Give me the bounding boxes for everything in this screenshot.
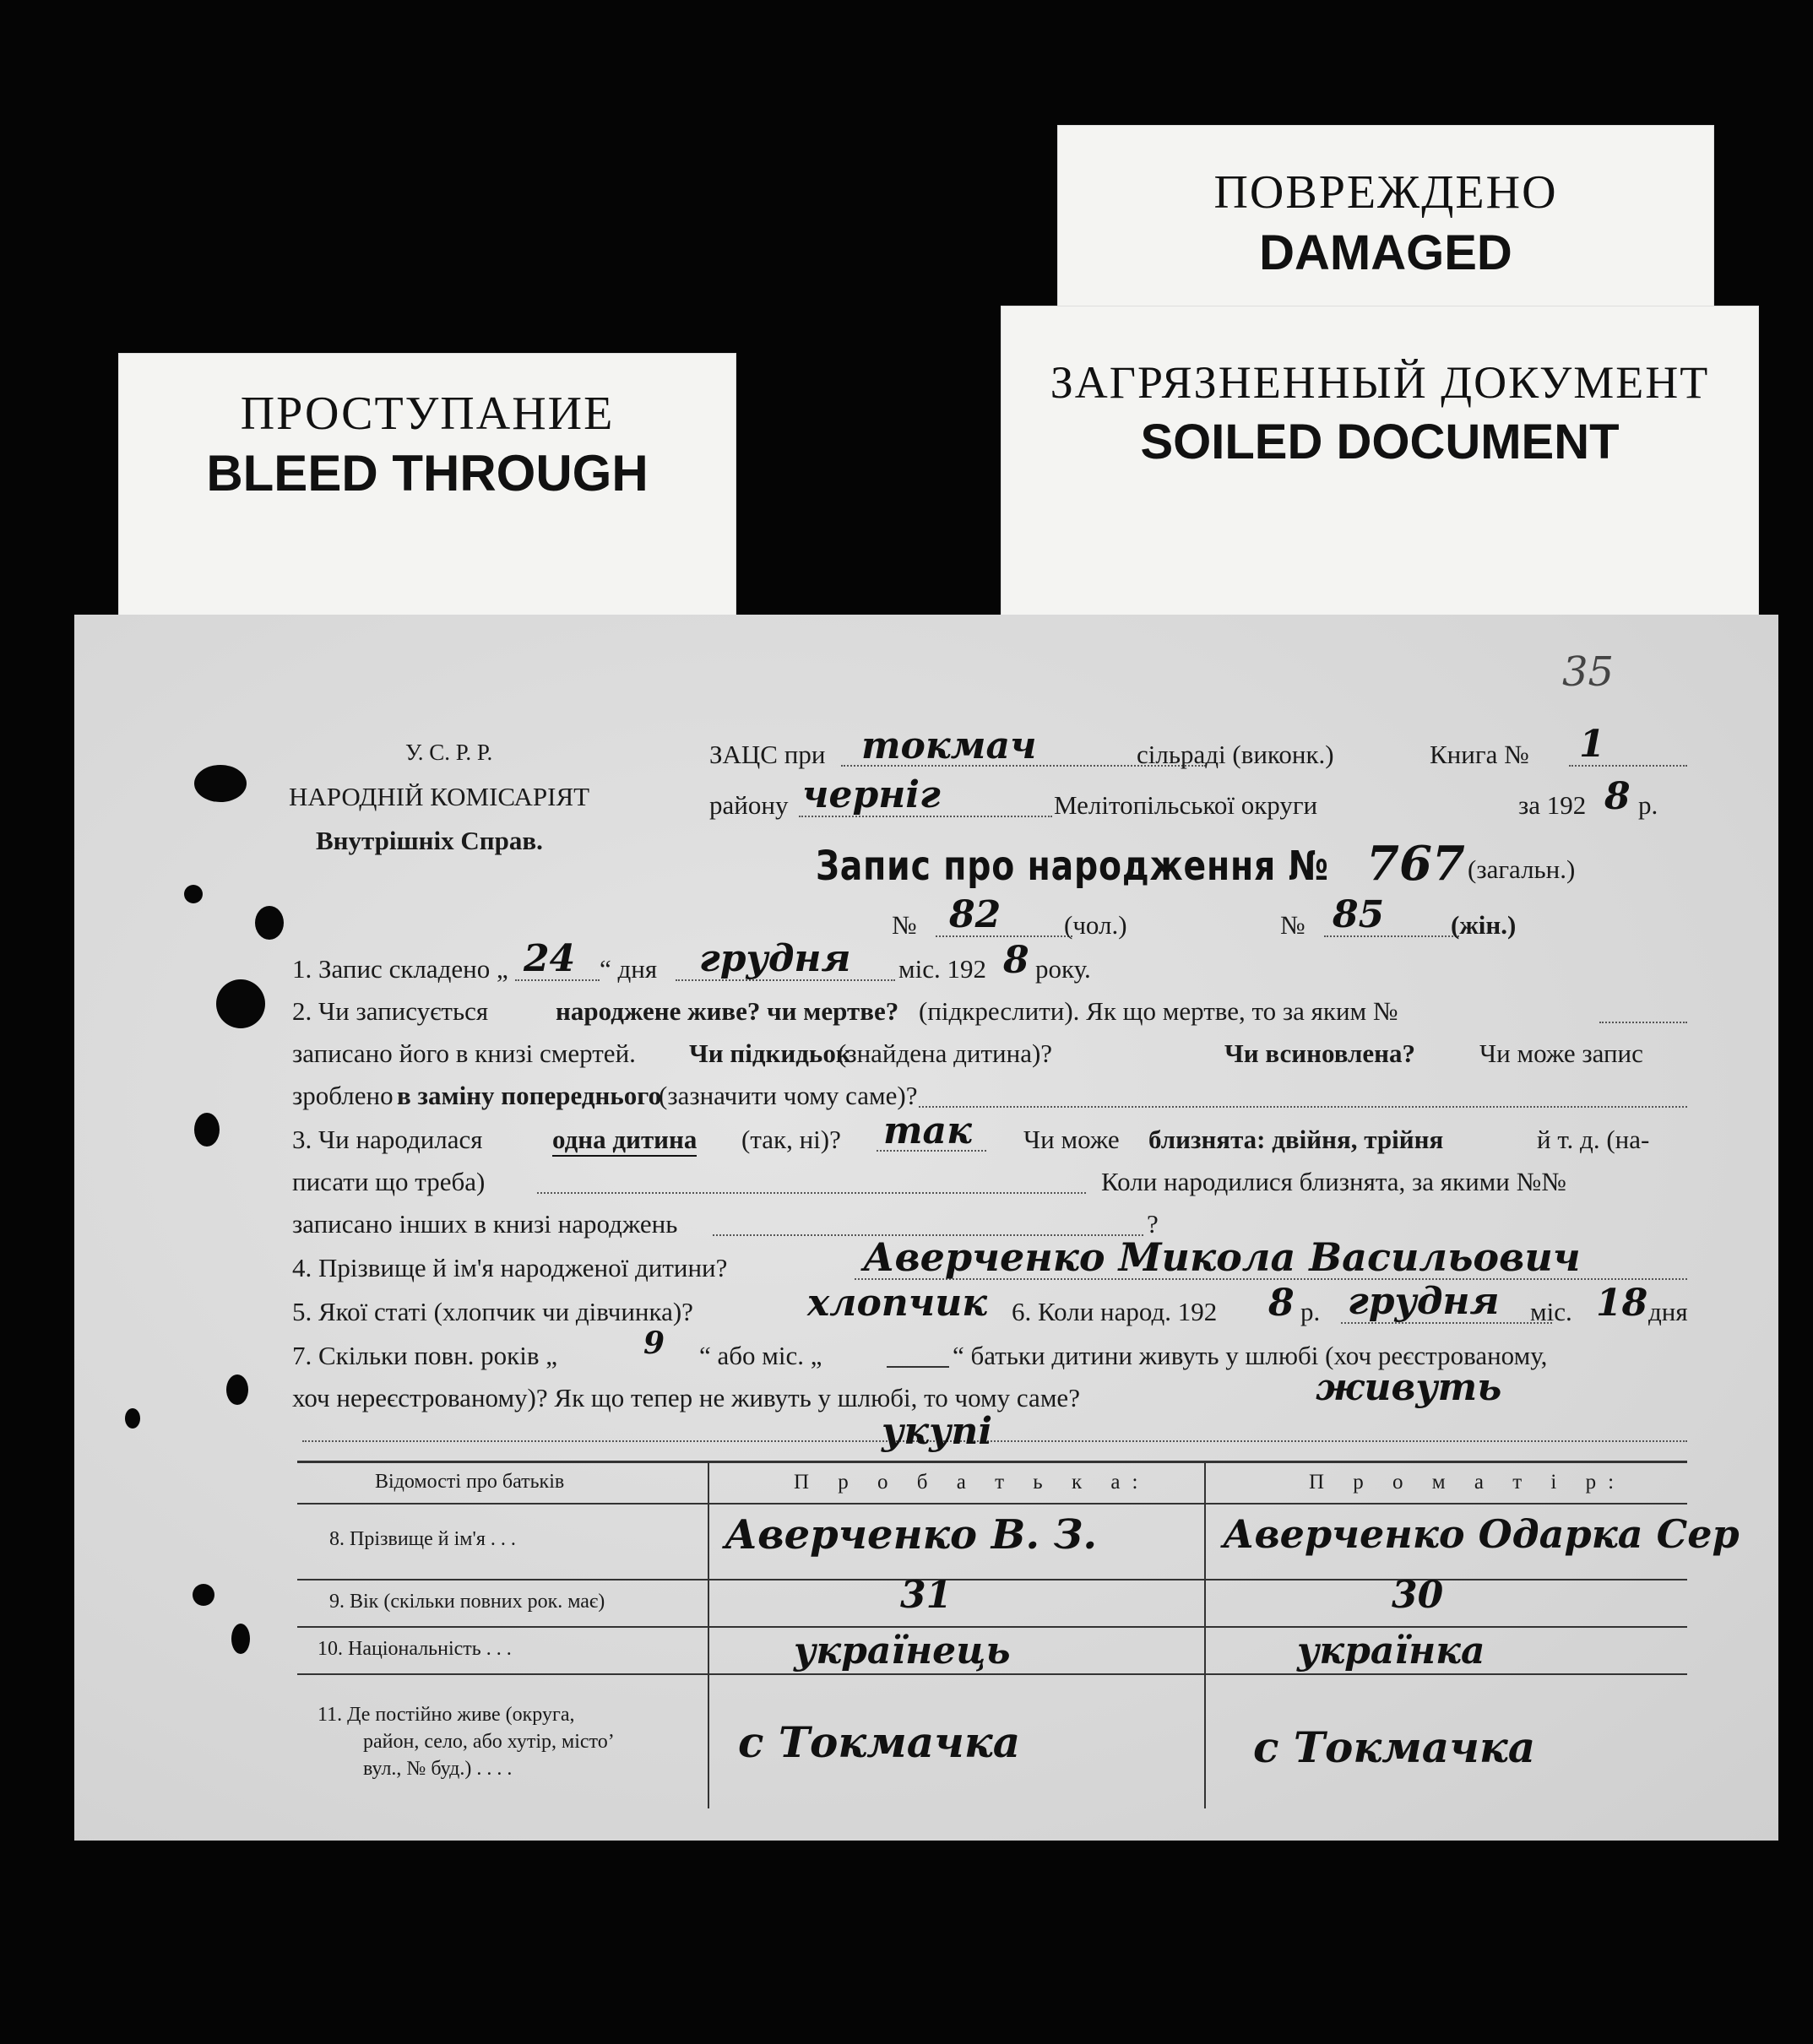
female-number-label: № xyxy=(1280,910,1305,940)
row-label-residence-3: вул., № буд.) . . . . xyxy=(363,1758,513,1780)
book-value: 1 xyxy=(1579,723,1605,766)
year-digit: 8 xyxy=(1604,775,1631,818)
row-label-age: 9. Вік (скільки повних рок. має) xyxy=(329,1591,605,1613)
punch-hole xyxy=(125,1408,140,1429)
father-name: Аверченко В. З. xyxy=(725,1511,1098,1559)
table-header-mother: П р о м а т і р: xyxy=(1309,1471,1626,1494)
bleed-through-label xyxy=(118,353,736,623)
female-number: 85 xyxy=(1333,893,1385,936)
item7-line2: хоч нереєстрованому)? Як що тепер не живуть у шлюбі, то чому саме? xyxy=(292,1383,1080,1412)
item1-text: 1. Запис складено „ xyxy=(292,954,508,984)
item3-text-c: (так, ні)? xyxy=(741,1125,841,1154)
item6-text-c: р. xyxy=(1300,1297,1321,1326)
male-number: 82 xyxy=(949,893,1001,936)
item6-text-d: міс. xyxy=(1530,1297,1572,1326)
item7-text-c: “ батьки дитини живуть у шлюбі (хоч реєстрованому, xyxy=(953,1341,1548,1370)
birth-record-sheet xyxy=(74,615,1778,1841)
item1-text-c: міс. 192 xyxy=(898,954,986,984)
item2-foundling: Чи підкидьок xyxy=(689,1038,851,1068)
father-residence: с Токмачка xyxy=(738,1717,1021,1767)
item2-bold: народжене живе? чи мертве? xyxy=(556,996,899,1026)
village-council-label: сільраді (виконк.) xyxy=(1137,740,1334,769)
item5-text: 5. Якої статі (хлопчик чи дівчинка)? xyxy=(292,1297,693,1326)
table-top-border xyxy=(297,1461,1687,1463)
mother-nationality: українка xyxy=(1297,1629,1485,1673)
birth-day: 18 xyxy=(1596,1282,1648,1325)
table-row-border xyxy=(297,1626,1687,1628)
soiled-document-label xyxy=(1001,306,1759,618)
item3-twins: близнята: двійня, трійня xyxy=(1148,1125,1444,1154)
birth-year-digit: 8 xyxy=(1268,1282,1295,1325)
mother-name: Аверченко Одарка Сер xyxy=(1223,1511,1740,1557)
item3-answer: так xyxy=(883,1109,972,1152)
item2-adopted: Чи всиновлена? xyxy=(1224,1038,1416,1068)
marriage-answer: живуть xyxy=(1316,1366,1502,1409)
okruha-label: Мелітопільської округи xyxy=(1054,790,1318,820)
commissariat-heading: НАРОДНІЙ КОМІСАРІЯТ xyxy=(289,782,590,811)
punch-hole xyxy=(194,1113,220,1147)
item2-text-c: (підкреслити). Як що мертве, то за яким № xyxy=(919,996,1398,1026)
item3-one-child: одна дитина xyxy=(552,1125,697,1157)
table-header-father: П р о б а т ь к а: xyxy=(794,1471,1150,1494)
marriage-answer-cont: укупі xyxy=(882,1410,993,1453)
item1-month: грудня xyxy=(699,937,851,980)
item3-line3-q: ? xyxy=(1147,1209,1159,1239)
item3-line2-b: Коли народилися близнята, за якими №№ xyxy=(1101,1167,1566,1196)
item4-text: 4. Прізвище й ім'я народженої дитини? xyxy=(292,1253,728,1282)
item1-text-b: “ дня xyxy=(600,954,658,984)
soiled-label-en: SOILED DOCUMENT xyxy=(1140,415,1620,469)
zags-value: токмач xyxy=(861,724,1037,767)
soiled-label-ru: ЗАГРЯЗНЕННЫЙ ДОКУМЕНТ xyxy=(1050,357,1710,408)
page-number: 35 xyxy=(1562,648,1615,696)
punch-hole xyxy=(184,885,203,903)
male-number-label: № xyxy=(892,910,917,940)
item6-text: 6. Коли народ. 192 xyxy=(1012,1297,1218,1326)
item3-text: 3. Чи народилася xyxy=(292,1125,483,1154)
district-value: черніг xyxy=(802,773,941,816)
record-title: Запис про народження № xyxy=(816,843,1329,890)
row-label-residence-1: 11. Де постійно живе (округа, xyxy=(318,1704,575,1726)
item3-line2: писати що треба) xyxy=(292,1167,486,1196)
father-nationality: українець xyxy=(794,1629,1011,1673)
year-suffix: р. xyxy=(1638,790,1658,820)
item2-line3: зроблено xyxy=(292,1081,394,1110)
mother-age: 30 xyxy=(1392,1574,1444,1617)
birth-month: грудня xyxy=(1348,1280,1500,1323)
item2-line2: записано його в книзі смертей. xyxy=(292,1038,636,1068)
district-label: району xyxy=(709,790,789,820)
damaged-label-en: DAMAGED xyxy=(1259,225,1512,280)
item2-text: 2. Чи записується xyxy=(292,996,489,1026)
child-name: Аверченко Микола Васильович xyxy=(863,1234,1581,1280)
usrr-heading: У. С. Р. Р. xyxy=(405,740,493,765)
record-general-label: (загальн.) xyxy=(1468,854,1576,884)
record-number: 767 xyxy=(1366,836,1465,892)
bleed-label-ru: ПРОСТУПАНИЕ xyxy=(240,388,615,440)
damaged-label-ru: ПОВРЕЖДЕНО xyxy=(1213,166,1558,219)
row-label-nationality: 10. Національність . . . xyxy=(318,1638,512,1660)
punch-hole xyxy=(226,1374,248,1405)
table-row-border xyxy=(297,1673,1687,1675)
item6-text-e: дня xyxy=(1648,1297,1688,1326)
table-header-border xyxy=(297,1503,1687,1505)
punch-hole xyxy=(231,1624,250,1654)
table-header-info: Відомості про батьків xyxy=(375,1471,565,1493)
item1-day: 24 xyxy=(524,937,576,980)
marriage-years: 9 xyxy=(643,1326,665,1361)
item7-text: 7. Скільки повн. років „ xyxy=(292,1341,557,1370)
table-column-divider xyxy=(708,1462,709,1808)
punch-hole xyxy=(193,1584,214,1606)
item3-text-d: Чи може xyxy=(1023,1125,1120,1154)
item1-text-d: року. xyxy=(1035,954,1091,984)
item1-year: 8 xyxy=(1003,939,1029,982)
row-label-name: 8. Прізвище й ім'я . . . xyxy=(329,1528,516,1550)
table-row-border xyxy=(297,1579,1687,1580)
internal-affairs-heading: Внутрішніх Справ. xyxy=(316,826,543,855)
male-suffix: (чол.) xyxy=(1064,910,1127,940)
child-sex: хлопчик xyxy=(807,1282,987,1325)
punch-hole xyxy=(216,979,265,1028)
mother-residence: с Токмачка xyxy=(1253,1722,1536,1772)
punch-hole xyxy=(194,765,247,802)
year-label: за 192 xyxy=(1518,790,1587,820)
zags-label: ЗАЦС при xyxy=(709,740,826,769)
item3-text-f: й т. д. (на- xyxy=(1537,1125,1650,1154)
father-age: 31 xyxy=(900,1574,953,1617)
item2-replacement-note: (зазначити чому саме)? xyxy=(659,1081,918,1110)
bleed-label-en: BLEED THROUGH xyxy=(206,445,649,502)
item2-foundling-note: (знайдена дитина)? xyxy=(838,1038,1053,1068)
damaged-label xyxy=(1057,125,1714,306)
item2-line2-end: Чи може запис xyxy=(1479,1038,1643,1068)
item3-line3: записано інших в книзі народжень xyxy=(292,1209,678,1239)
female-suffix: (жін.) xyxy=(1451,910,1517,940)
item7-text-b: “ або міс. „ xyxy=(699,1341,822,1370)
item2-replacement: в заміну попереднього xyxy=(397,1081,662,1110)
row-label-residence-2: район, село, або хутір, місто’ xyxy=(363,1731,615,1753)
book-label: Книга № xyxy=(1430,740,1529,769)
table-column-divider xyxy=(1204,1462,1206,1808)
punch-hole xyxy=(255,906,284,940)
